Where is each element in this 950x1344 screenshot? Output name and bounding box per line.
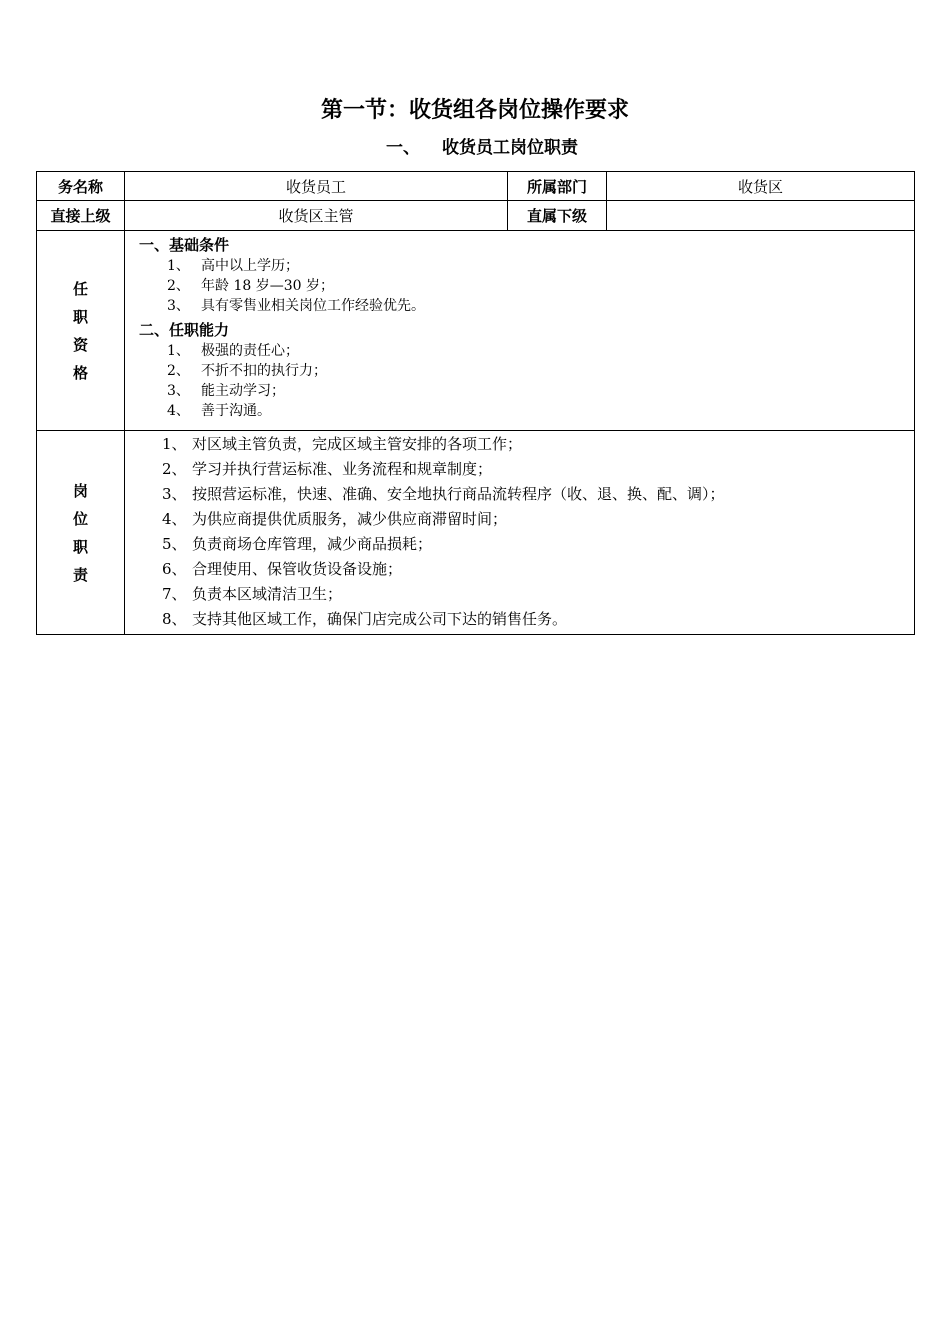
qualifications-label-char: 职 <box>72 307 88 326</box>
list-item <box>139 276 914 296</box>
ability-heading: 二、任职能力 <box>139 321 230 339</box>
subordinate-value <box>607 201 915 231</box>
list-item-number: 4、 <box>167 403 190 419</box>
list-item-number: 6、 <box>162 560 187 578</box>
list-item-text: 对区域主管负责，完成区域主管安排的各项工作； <box>192 435 523 453</box>
list-item-text: 极强的责任心； <box>201 343 299 359</box>
list-item-number: 8、 <box>162 610 187 628</box>
table-row-reporting <box>37 201 915 231</box>
table-row-qualifications <box>37 231 915 431</box>
list-item-text: 高中以上学历； <box>201 258 299 274</box>
list-item <box>139 341 914 361</box>
list-item <box>162 457 914 482</box>
list-item-number: 1、 <box>167 258 190 274</box>
duties-label-char: 位 <box>72 509 88 528</box>
supervisor-value: 收货区主管 <box>125 201 508 231</box>
list-item-text: 负责商场仓库管理，减少商品损耗； <box>192 535 433 553</box>
list-item-text: 为供应商提供优质服务，减少供应商滞留时间； <box>192 510 508 528</box>
list-item-number: 5、 <box>162 535 187 553</box>
list-item-text: 合理使用、保管收货设备设施； <box>192 560 403 578</box>
list-item <box>162 532 914 557</box>
department-label: 所属部门 <box>508 172 607 201</box>
list-item-text: 能主动学习； <box>201 383 285 399</box>
list-item <box>139 401 914 421</box>
list-item-number: 1、 <box>167 343 190 359</box>
list-item <box>162 607 914 632</box>
list-item-number: 3、 <box>167 298 190 314</box>
list-item <box>162 482 914 507</box>
duties-label-char: 岗 <box>72 481 88 500</box>
qualifications-label-char: 格 <box>72 363 88 382</box>
job-description-table <box>36 171 915 635</box>
list-item-text: 具有零售业相关岗位工作经验优先。 <box>201 298 425 314</box>
list-item <box>162 507 914 532</box>
list-item <box>139 256 914 276</box>
duties-label <box>37 431 125 635</box>
qualifications-label-char: 任 <box>72 279 88 298</box>
list-item-text: 不折不扣的执行力； <box>201 363 327 379</box>
subordinate-label: 直属下级 <box>508 201 607 231</box>
list-item <box>162 582 914 607</box>
department-value: 收货区 <box>607 172 915 201</box>
section-title-text: 收货员工岗位职责 <box>442 138 578 158</box>
basic-conditions-heading: 一、基础条件 <box>139 236 230 254</box>
list-item-text: 年龄 18 岁—30 岁； <box>201 278 334 294</box>
list-item-text: 负责本区域清洁卫生； <box>192 585 343 603</box>
qualifications-content <box>125 231 915 431</box>
list-item <box>162 557 914 582</box>
duties-label-char: 职 <box>72 537 88 556</box>
duties-content <box>125 431 915 635</box>
list-item <box>162 432 914 457</box>
qualifications-label <box>37 231 125 431</box>
list-item <box>139 296 914 316</box>
section-title <box>386 136 578 160</box>
list-item-text: 学习并执行营运标准、业务流程和规章制度； <box>192 460 493 478</box>
list-item-number: 4、 <box>162 510 187 528</box>
list-item-text: 按照营运标准，快速、准确、安全地执行商品流转程序（收、退、换、配、调）； <box>192 485 725 503</box>
position-name-label: 务名称 <box>37 172 125 201</box>
table-row-position <box>37 172 915 201</box>
list-item-text: 支持其他区域工作，确保门店完成公司下达的销售任务。 <box>192 610 568 628</box>
list-item-number: 2、 <box>162 460 187 478</box>
list-item-number: 7、 <box>162 585 187 603</box>
list-item-number: 3、 <box>162 485 187 503</box>
list-item-number: 2、 <box>167 363 190 379</box>
duties-label-char: 责 <box>72 565 88 584</box>
page-title: 第一节：收货组各岗位操作要求 <box>320 98 629 123</box>
list-item <box>139 381 914 401</box>
list-item <box>139 361 914 381</box>
section-number: 一、 <box>386 138 420 158</box>
supervisor-label: 直接上级 <box>37 201 125 231</box>
list-item-text: 善于沟通。 <box>201 403 271 419</box>
list-item-number: 2、 <box>167 278 190 294</box>
position-name-value: 收货员工 <box>125 172 508 201</box>
table-row-duties <box>37 431 915 635</box>
qualifications-label-char: 资 <box>72 335 88 354</box>
list-item-number: 1、 <box>162 435 187 453</box>
list-item-number: 3、 <box>167 383 190 399</box>
